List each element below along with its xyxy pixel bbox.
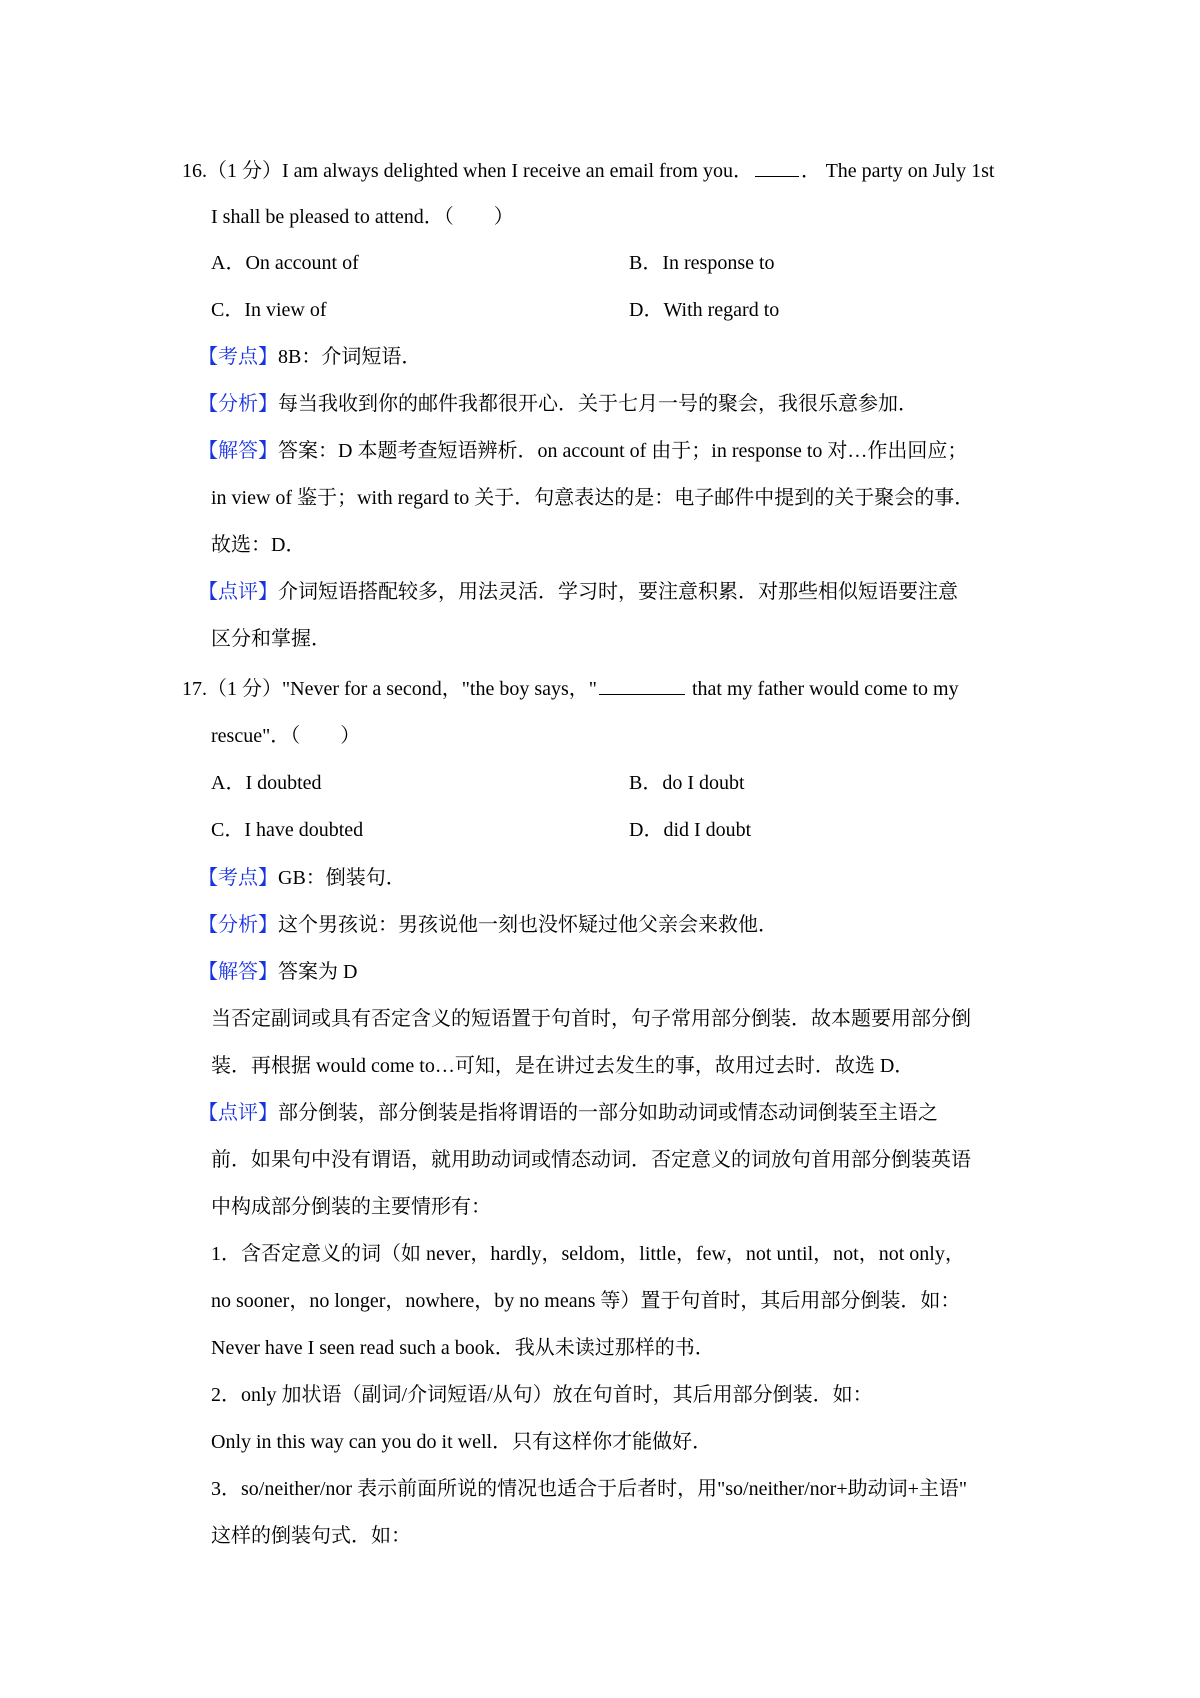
dianping-line-1 (198, 578, 958, 606)
fenxi-tag: 【分析】 (198, 393, 278, 415)
jieda-line-2: in view of 鉴于；with regard to 关于．句意表达的是：电子邮件中提到的关于聚会的事． (211, 487, 975, 509)
jieda-line-1 (198, 958, 357, 986)
option-d: D．did I doubt (629, 819, 752, 841)
answer-blank (755, 158, 799, 177)
question-17-stem-line-1 (182, 675, 959, 703)
question-text: ． The party on July 1st (800, 160, 995, 182)
kaodian-tag: 【考点】 (198, 346, 278, 368)
jieda-tag: 【解答】 (198, 440, 278, 462)
fenxi-text: 这个男孩说：男孩说他一刻也没怀疑过他父亲会来救他． (278, 914, 778, 936)
question-text: "Never for a second，"the boy says，" (282, 678, 597, 700)
question-number: 16.（1 分） (182, 160, 282, 182)
rule-3-line-2: 这样的倒装句式．如： (211, 1525, 411, 1547)
kaodian-line (198, 864, 406, 892)
dianping-tag: 【点评】 (198, 1102, 278, 1124)
question-number: 17.（1 分） (182, 678, 282, 700)
dianping-text: 部分倒装，部分倒装是指将谓语的一部分如助动词或情态动词倒装至主语之 (278, 1102, 938, 1124)
jieda-line-3: 装．再根据 would come to…可知，是在讲过去发生的事，故用过去时．故选 D． (211, 1055, 915, 1077)
option-c: C．I have doubted (211, 819, 364, 841)
jieda-line-1 (198, 437, 967, 465)
dianping-line-3: 中构成部分倒装的主要情形有： (211, 1196, 491, 1218)
option-a: A．I doubted (211, 772, 322, 794)
rule-2-line-1: 2．only 加状语（副词/介词短语/从句）放在句首时，其后用部分倒装．如： (211, 1384, 873, 1406)
fenxi-line (198, 390, 918, 418)
option-b: B．do I doubt (629, 772, 745, 794)
dianping-tag: 【点评】 (198, 581, 278, 603)
answer-blank (599, 676, 685, 695)
dianping-text: 介词短语搭配较多，用法灵活．学习时，要注意积累．对那些相似短语要注意 (278, 581, 958, 603)
fenxi-line (198, 911, 778, 939)
question-text: that my father would come to my (686, 678, 959, 700)
question-16-stem-line-1 (182, 157, 994, 185)
fenxi-tag: 【分析】 (198, 914, 278, 936)
jieda-line-3: 故选：D． (211, 534, 306, 556)
kaodian-text: GB：倒装句． (278, 867, 406, 889)
rule-1-example: Never have I seen read such a book．我从未读过那样的书． (211, 1337, 715, 1359)
option-d: D．With regard to (629, 299, 780, 321)
kaodian-text: 8B：介词短语． (278, 346, 422, 368)
jieda-text: 答案为 D (278, 961, 358, 983)
dianping-line-2: 前．如果句中没有谓语，就用助动词或情态动词．否定意义的词放句首用部分倒装英语 (211, 1149, 971, 1171)
question-text: I am always delighted when I receive an email from you． (282, 160, 753, 182)
question-16-stem-line-2: I shall be pleased to attend．（ ） (211, 206, 514, 228)
question-17-stem-line-2: rescue"．（ ） (211, 725, 361, 747)
jieda-line-2: 当否定副词或具有否定含义的短语置于句首时，句子常用部分倒装．故本题要用部分倒 (211, 1008, 971, 1030)
dianping-line-2: 区分和掌握． (211, 628, 331, 650)
kaodian-tag: 【考点】 (198, 867, 278, 889)
dianping-line-1 (198, 1099, 938, 1127)
jieda-text: 答案：D 本题考查短语辨析．on account of 由于；in response to 对…作出回应； (278, 440, 968, 462)
option-a: A．On account of (211, 252, 359, 274)
option-c: C．In view of (211, 299, 327, 321)
jieda-tag: 【解答】 (198, 961, 278, 983)
fenxi-text: 每当我收到你的邮件我都很开心．关于七月一号的聚会，我很乐意参加． (278, 393, 918, 415)
option-b: B．In response to (629, 252, 775, 274)
kaodian-line (198, 343, 421, 371)
rule-3-line-1: 3．so/neither/nor 表示前面所说的情况也适合于后者时，用"so/neither/nor+助动词+主语" (211, 1478, 968, 1500)
rule-1-line-1: 1．含否定意义的词（如 never，hardly，seldom，little，few，not until，not，not only， (211, 1243, 965, 1265)
rule-2-example: Only in this way can you do it well．只有这样你才能做好． (211, 1431, 713, 1453)
rule-1-line-2: no sooner，no longer，nowhere，by no means 等）置于句首时，其后用部分倒装．如： (211, 1290, 961, 1312)
